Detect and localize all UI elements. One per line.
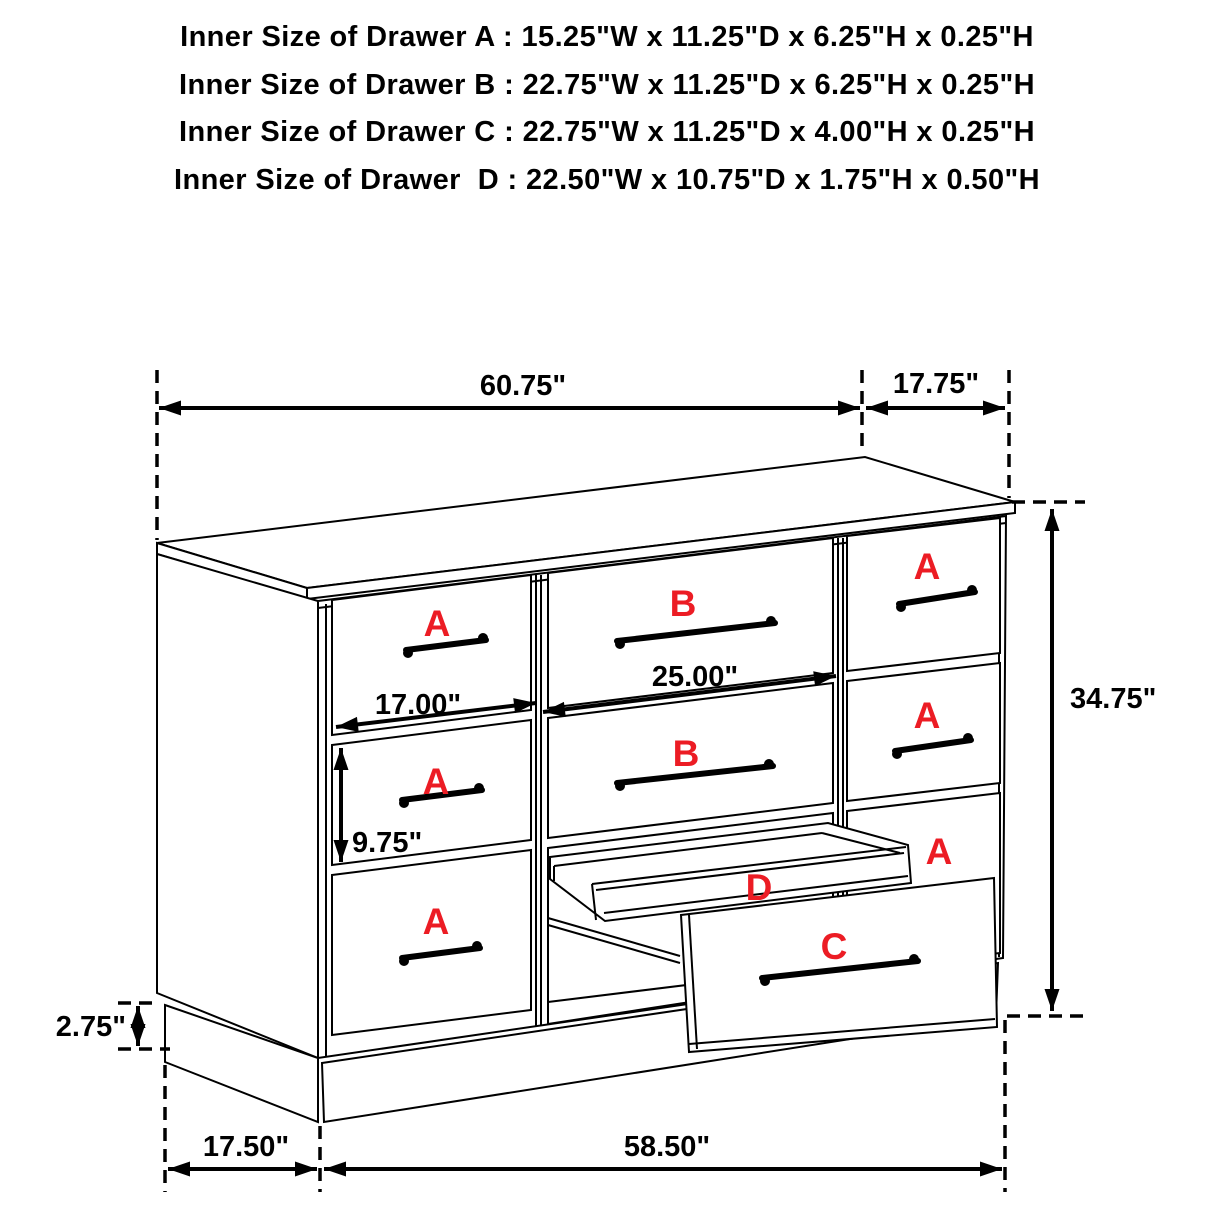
dim-drawer-a-height-value: 9.75" [352,827,423,859]
spec-line-drawer-a: Inner Size of Drawer A : 15.25"W x 11.25"D x 6.25"H x 0.25"H [180,21,1034,53]
dim-top-width-value: 60.75" [479,370,567,402]
dim-drawer-b-width-value: 25.00" [651,661,739,693]
label-drawer-c: C [820,926,848,967]
dim-top-depth-value: 17.75" [892,368,980,400]
drawer-a-right-1 [847,518,1000,671]
dim-base-depth-value: 17.50" [202,1131,290,1163]
label-drawer-a-left-2: A [422,761,450,802]
label-drawer-b-1: B [669,583,697,624]
label-drawer-a-left-1: A [423,603,451,644]
label-drawer-b-2: B [672,733,700,774]
dim-base-height [56,1003,170,1049]
label-drawer-a-right-2: A [913,695,941,736]
side-panel [157,554,318,1058]
label-drawer-a-left-3: A [422,901,450,942]
label-drawer-a-right-1: A [913,546,941,587]
dim-base-height-value: 2.75" [55,1011,126,1043]
dim-height [1007,502,1156,1016]
dim-base-width-value: 58.50" [623,1131,711,1163]
dim-height-value: 34.75" [1070,683,1157,715]
spec-line-drawer-c: Inner Size of Drawer C : 22.75"W x 11.25"D x 4.00"H x 0.25"H [179,116,1035,148]
spec-line-drawer-b: Inner Size of Drawer B : 22.75"W x 11.25"D x 6.25"H x 0.25"H [179,68,1035,101]
dim-drawer-a-width-value: 17.00" [374,689,462,721]
drawer-a-left-3 [332,850,531,1035]
label-drawer-a-right-3: A [925,831,953,872]
spec-line-drawer-d: Inner Size of Drawer D : 22.50"W x 10.75"D x 1.75"H x 0.50"H [174,163,1040,196]
label-drawer-d: D [745,867,773,908]
